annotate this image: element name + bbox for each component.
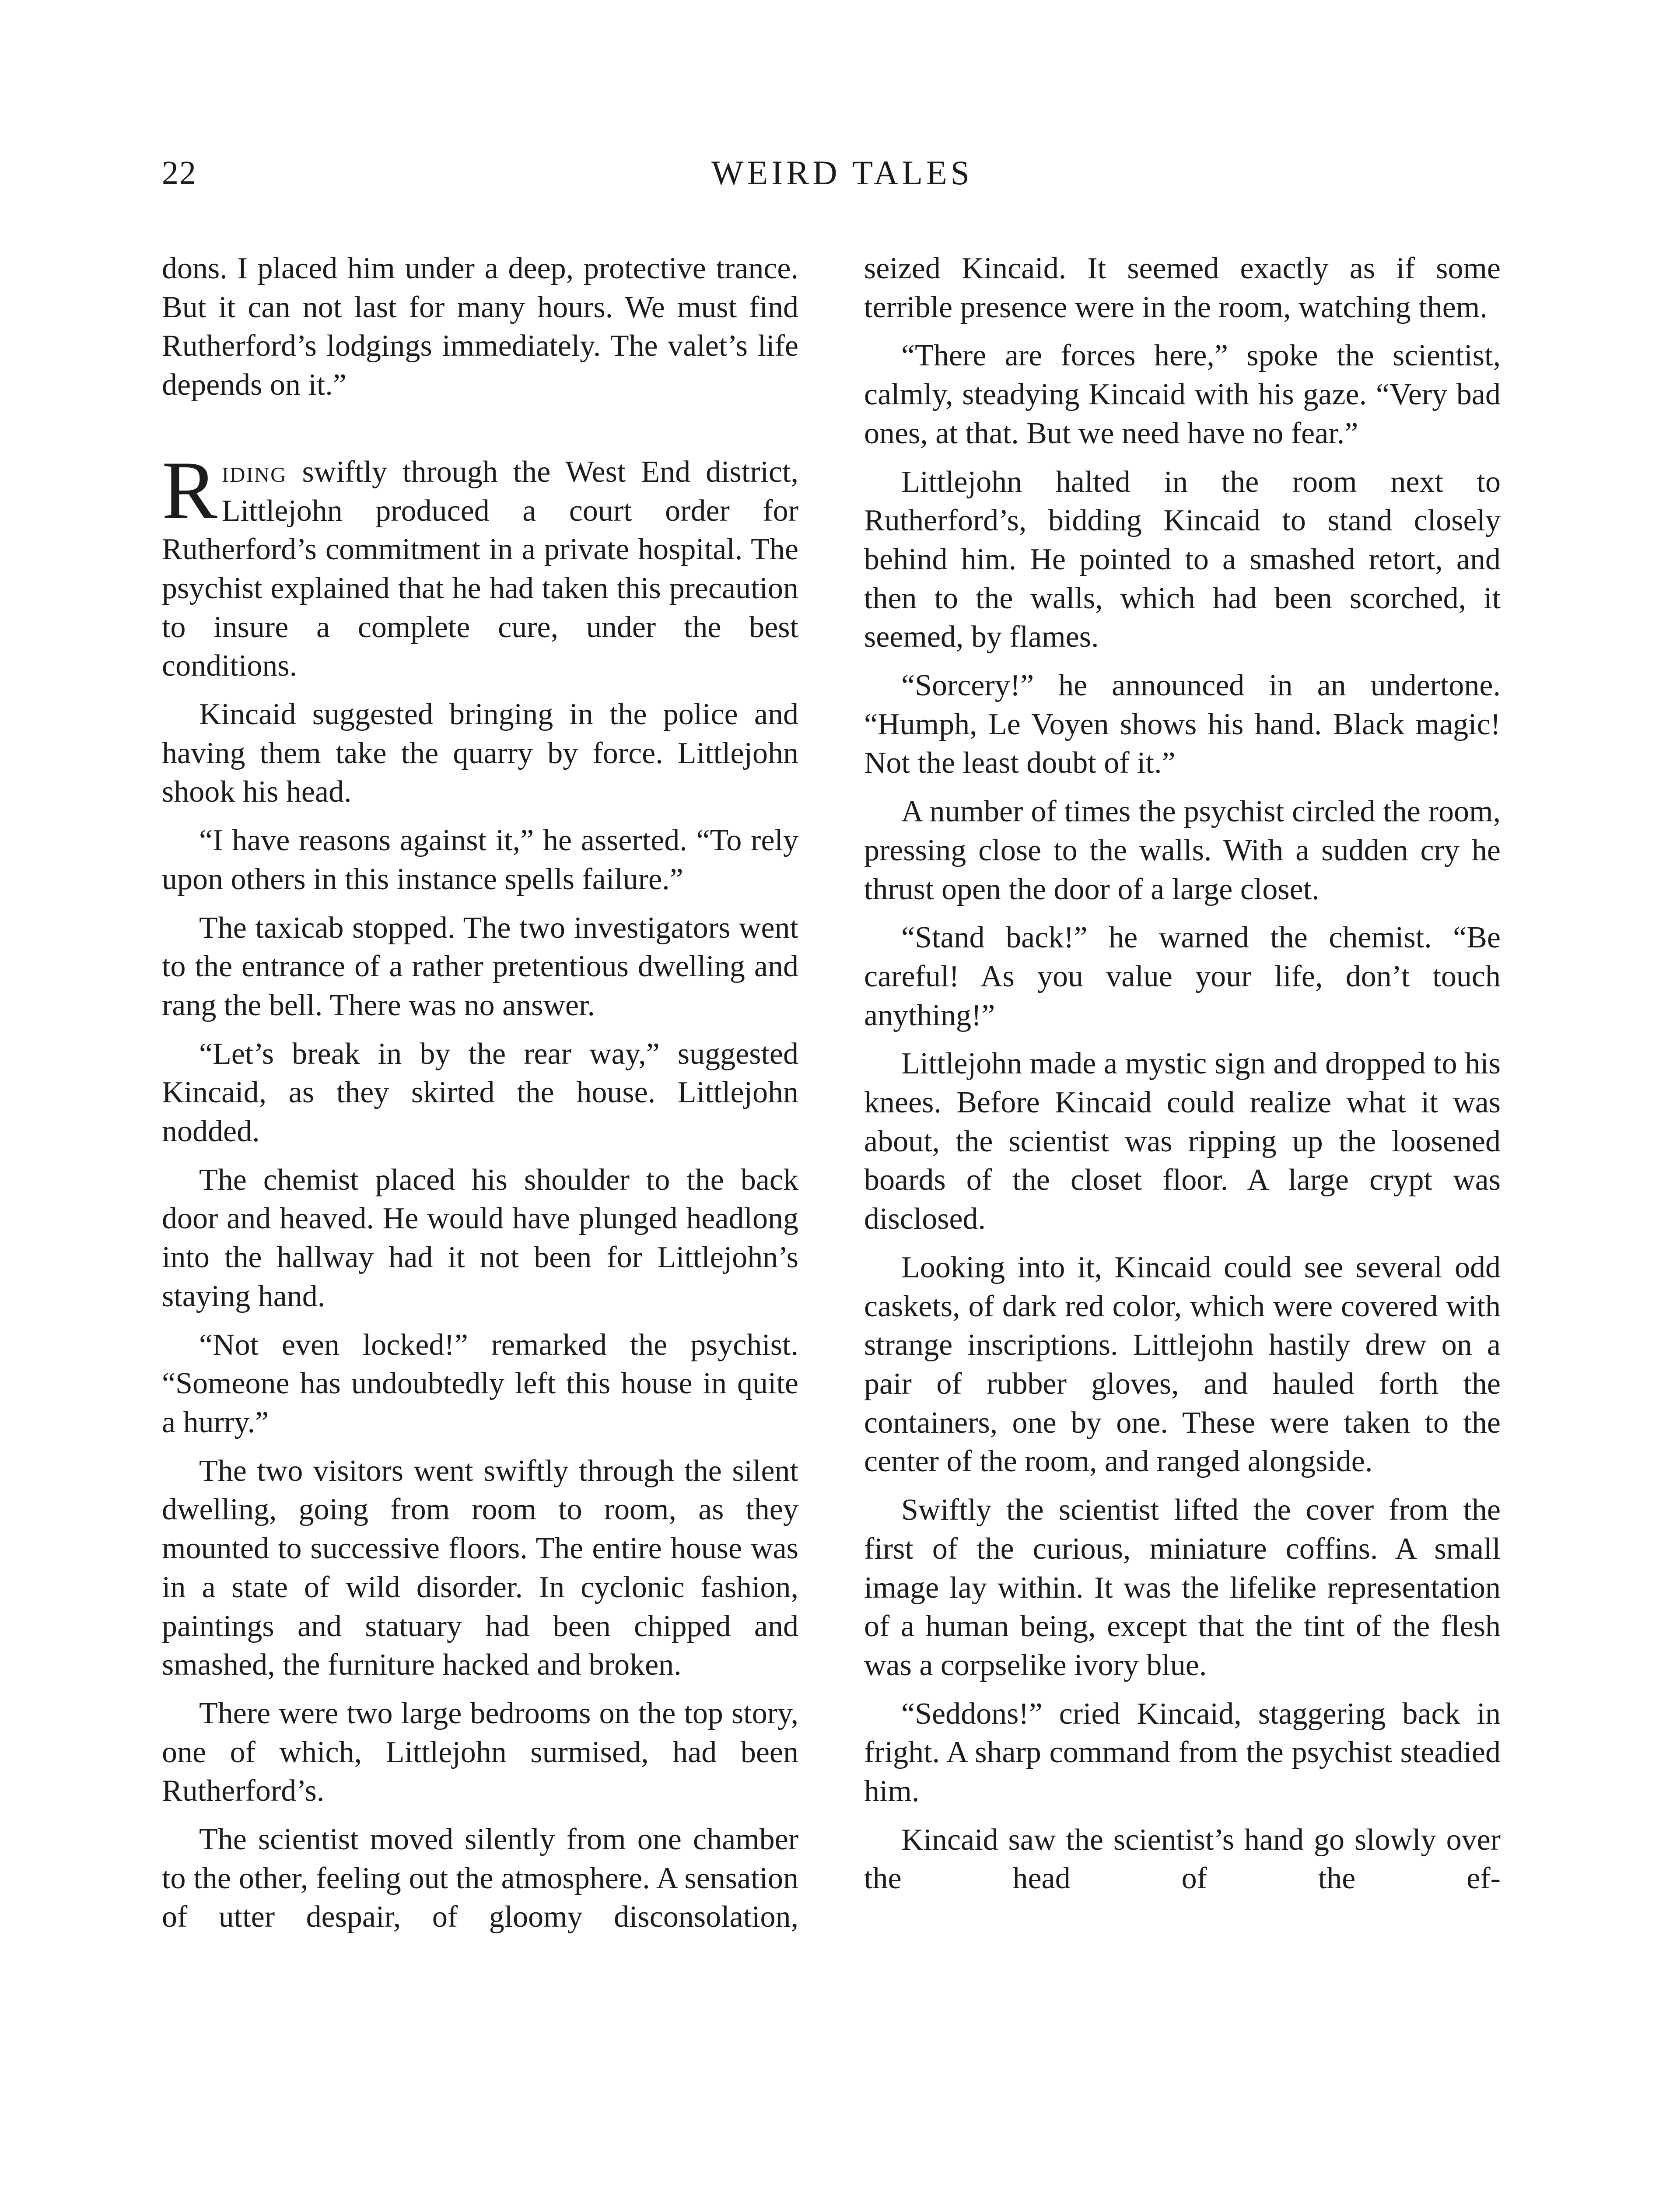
paragraph: The two visitors went swiftly through the silent dwelling, going from room to room, as they mounted to successive floors. The entire house was in a state of wild disorder. In cyclonic fashion, paintings and statuary had been chipped and smashed, the furniture hacked and broken. <box>162 1454 798 1682</box>
paragraph-text: swiftly through the West End district, Littlejohn produced a court order for Rutherford’s commitment in a private hospital. The psychist explained that he had taken this precaution to insure a complete cure, under the best conditions. <box>162 455 798 683</box>
paragraph: There were two large bedrooms on the top story, one of which, Littlejohn surmised, had been Rutherford’s. <box>162 1696 798 1808</box>
running-head: WEIRD TALES <box>711 154 973 192</box>
paragraph: “Let’s break in by the rear way,” suggested Kincaid, as they skirted the house. Littlejohn nodded. <box>162 1037 798 1149</box>
page-number: 22 <box>162 154 197 191</box>
paragraph: dons. I placed him under a deep, protective trance. But it can not last for many hours. We must find Rutherford’s lodgings immediately. The valet’s life depends on it.” <box>162 252 798 402</box>
paragraph: The scientist moved silently from one chamber to the other, feeling out the atmosphere. A sensation of utter despair, of gloomy disconsolation, <box>162 1823 798 1934</box>
paragraph: Littlejohn made a mystic sign and dropped to his knees. Before Kincaid could realize what it was about, the scientist was ripping up the loosened boards of the closet floor. A large crypt was disclosed. <box>864 1047 1501 1236</box>
paragraph: “Not even locked!” remarked the psychist. “Someone has undoubtedly left this house in quite a hurry.” <box>162 1328 798 1439</box>
paragraph: “There are forces here,” spoke the scientist, calmly, steadying Kincaid with his gaze. “Very bad ones, at that. But we need have no fear.” <box>864 339 1501 450</box>
paragraph: “Seddons!” cried Kincaid, staggering back in fright. A sharp command from the psychist steadied him. <box>864 1697 1501 1809</box>
section-opening-paragraph <box>162 444 798 686</box>
paragraph: A number of times the psychist circled the room, pressing close to the walls. With a sudden cry he thrust open the door of a large closet. <box>864 795 1501 906</box>
paragraph: Looking into it, Kincaid could see several odd caskets, of dark red color, which were covered with strange inscriptions. Littlejohn hastily drew on a pair of rubber gloves, and hauled forth the containers, one by one. These were taken to the center of the room, and ranged alongside. <box>864 1250 1501 1479</box>
paragraph: The taxicab stopped. The two investigators went to the entrance of a rather pretentious dwelling and rang the bell. There was no answer. <box>162 911 798 1022</box>
paragraph: Swiftly the scientist lifted the cover from the first of the curious, miniature coffins. A small image lay within. It was the lifelike representation of a human being, except that the tint of the flesh was a corpselike ivory blue. <box>864 1493 1501 1682</box>
page-header <box>162 151 1522 199</box>
paragraph: seized Kincaid. It seemed exactly as if some terrible presence were in the room, watching them. <box>864 252 1501 324</box>
drop-cap: R <box>162 444 217 536</box>
paragraph: “Sorcery!” he announced in an undertone. “Humph, Le Voyen shows his hand. Black magic! Not the least doubt of it.” <box>864 669 1501 780</box>
paragraph: The chemist placed his shoulder to the back door and heaved. He would have plunged headlong into the hallway had it not been for Littlejohn’s staying hand. <box>162 1163 798 1313</box>
paragraph: Kincaid saw the scientist’s hand go slowly over the head of the ef- <box>864 1823 1501 1896</box>
left-column <box>162 249 798 2188</box>
paragraph: “Stand back!” he warned the chemist. “Be careful! As you value your life, don’t touch anything!” <box>864 921 1501 1032</box>
drop-cap-word-rest: iding <box>221 455 287 489</box>
paragraph: Kincaid suggested bringing in the police and having them take the quarry by force. Littlejohn shook his head. <box>162 698 798 809</box>
right-column <box>864 249 1501 2188</box>
paragraph: “I have reasons against it,” he asserted. “To rely upon others in this instance spells failure.” <box>162 824 798 896</box>
paragraph: Littlejohn halted in the room next to Rutherford’s, bidding Kincaid to stand closely behind him. He pointed to a smashed retort, and then to the walls, which had been scorched, it seemed, by flames. <box>864 465 1501 654</box>
